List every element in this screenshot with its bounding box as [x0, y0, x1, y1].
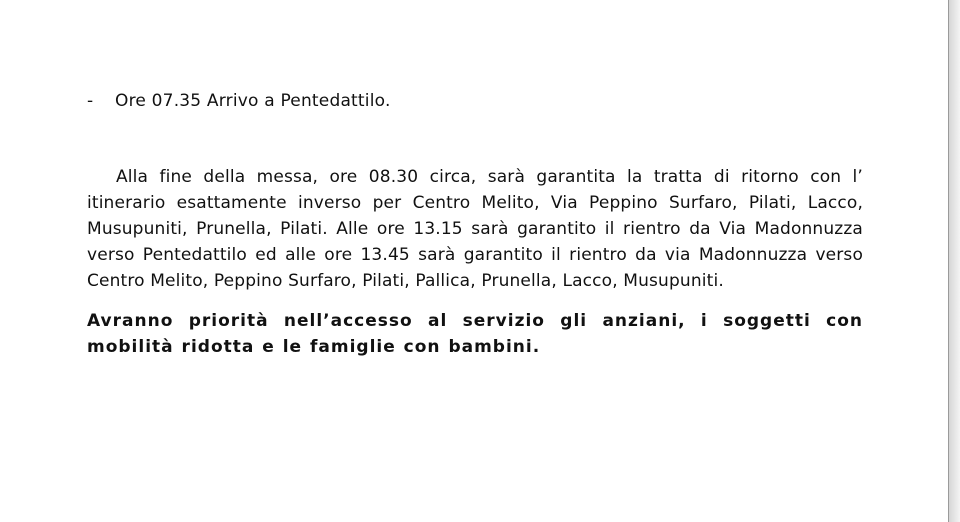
page-edge-shadow: [949, 0, 960, 522]
bullet-marker: -: [87, 91, 94, 111]
document-body: [87, 88, 863, 360]
bullet-item: [87, 88, 863, 114]
return-schedule-paragraph: Alla fine della messa, ore 08.30 circa, sarà garantita la tratta di ritorno con l’ itinerario esattamente inverso per Centro Melito, Via Peppino Surfaro, Pilati, Lacco, Musupuniti, Prunella, Pilati. Alle ore 13.15 sarà garantito il rientro da Via Madonnuzza verso Pentedattilo ed alle ore 13.45 sarà garantito il rientro da via Madonnuzza verso Centro Melito, Peppino Surfaro, Pilati, Pallica, Prunella, Lacco, Musupuniti.: [87, 167, 863, 291]
priority-notice-paragraph: Avranno priorità nell’accesso al servizio gli anziani, i soggetti con mobilità ridotta e le famiglie con bambini.: [87, 311, 863, 357]
bullet-text: Ore 07.35 Arrivo a Pentedattilo.: [115, 91, 391, 111]
